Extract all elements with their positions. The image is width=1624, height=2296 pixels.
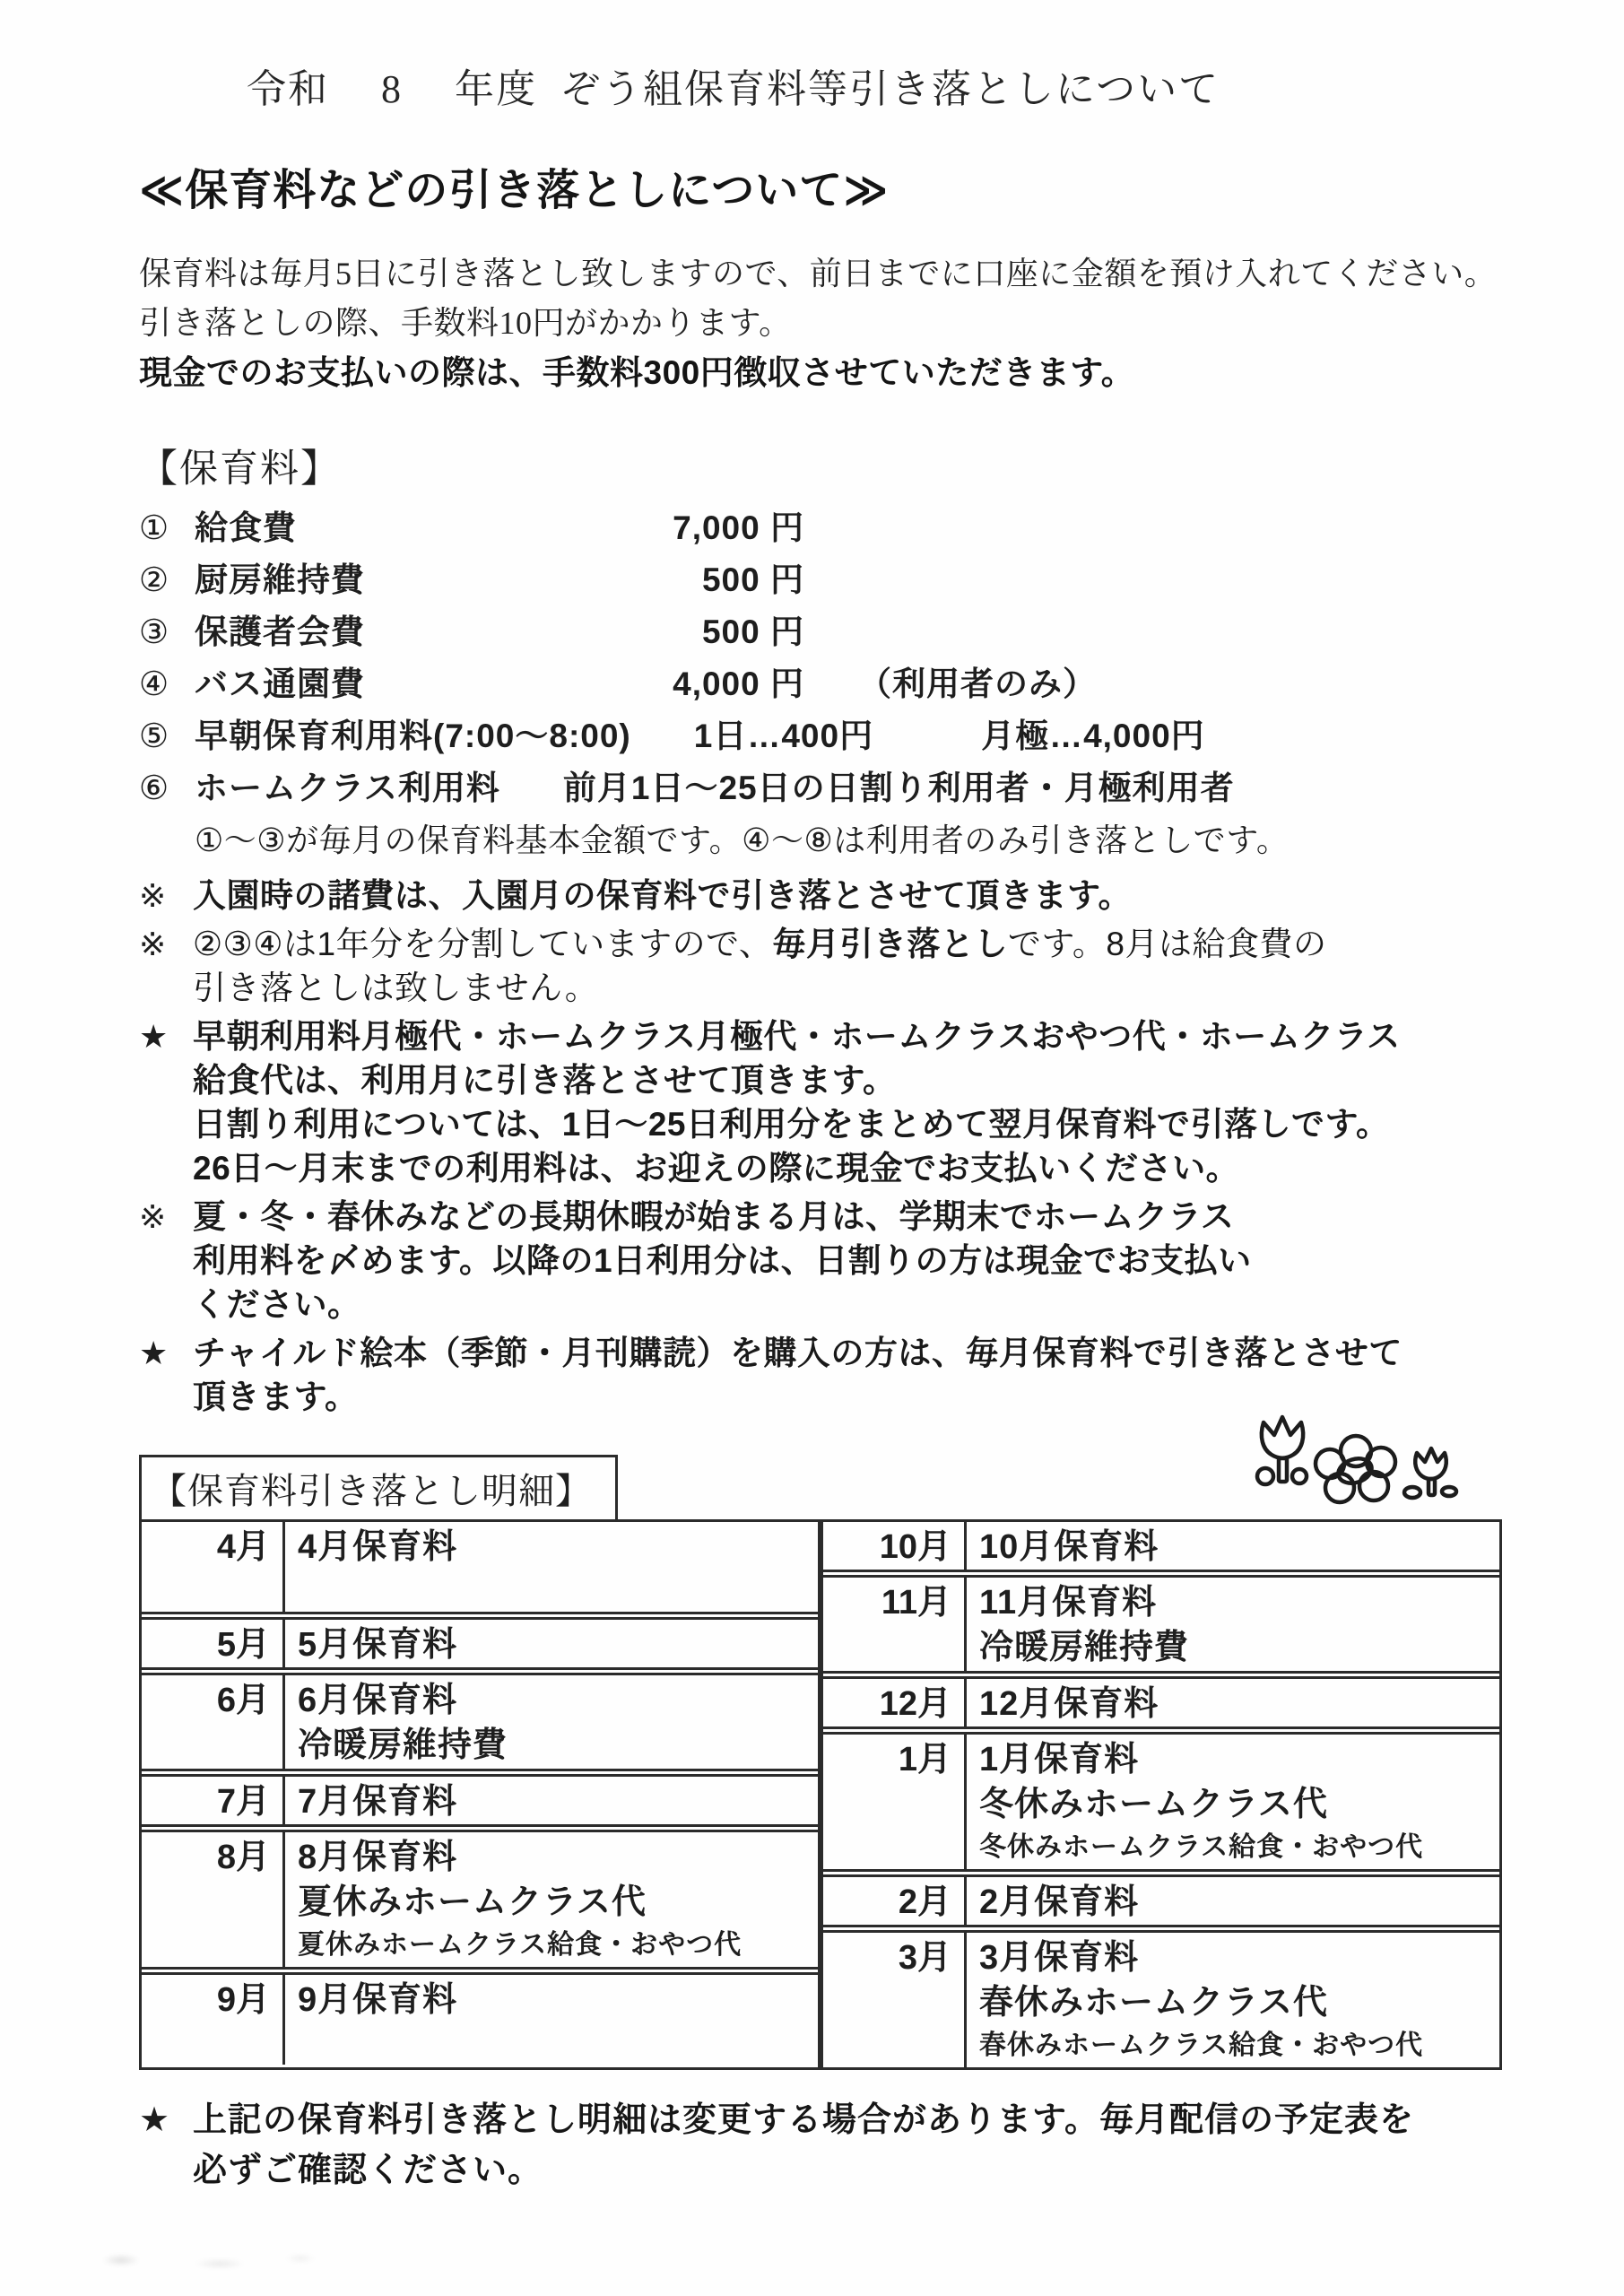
note-marker: ★ bbox=[139, 2101, 170, 2139]
fee-item-early-morning bbox=[139, 710, 1511, 762]
note-line: ②③④は1年分を分割していますので、毎月引き落としです。8月は給食費の bbox=[193, 926, 1327, 962]
note-line: 早朝利用料月極代・ホームクラス月極代・ホームクラスおやつ代・ホームクラス bbox=[193, 1018, 1401, 1055]
note-long-holidays bbox=[139, 1195, 1511, 1326]
fee-list bbox=[139, 502, 1511, 814]
title-era: 令和 bbox=[247, 67, 329, 111]
note-line: ください。 bbox=[193, 1286, 361, 1323]
footnote-line: 上記の保育料引き落とし明細は変更する場合があります。毎月配信の予定表を bbox=[193, 2101, 1414, 2139]
table-row bbox=[823, 1925, 1499, 2067]
note-line: 利用料を〆めます。以降の1日利用分は、日割りの方は現金でお支払い bbox=[193, 1242, 1252, 1279]
section-heading: ≪保育料などの引き落としについて≫ bbox=[139, 167, 890, 214]
note-marker: ※ bbox=[139, 926, 167, 962]
fee-item-number: ③ bbox=[139, 613, 170, 650]
table-row bbox=[823, 1869, 1499, 1925]
schedule-footnote bbox=[139, 2095, 1511, 2196]
note-marker: ※ bbox=[139, 877, 167, 914]
note-line: チャイルド絵本（季節・月刊購読）を購入の方は、毎月保育料で引き落とさせて bbox=[193, 1335, 1403, 1371]
table-row bbox=[823, 1671, 1499, 1726]
fee-item-parents-association bbox=[139, 606, 1511, 658]
note-line: 給食代は、利用月に引き落とさせて頂きます。 bbox=[193, 1062, 897, 1099]
month-cell: 12月 bbox=[823, 1679, 967, 1726]
fee-item-amount: 7,000 円 bbox=[673, 509, 804, 546]
intro-line-cash-fee: 現金でのお支払いの際は、手数料300円徴収させていただきます。 bbox=[139, 354, 1135, 391]
fee-item-kitchen bbox=[139, 554, 1511, 606]
fee-item-note: 月極…4,000円 bbox=[981, 718, 1205, 754]
fee-item-amount: 前月1日～25日の日割り利用者・月極利用者 bbox=[562, 770, 1235, 806]
charges-cell: 5月保育料 bbox=[298, 1626, 458, 1664]
fee-item-label: 早朝保育利用料(7:00～8:00) bbox=[195, 718, 631, 754]
charges-cell: 1月保育料 冬休みホームクラス代 冬休みホームクラス給食・おやつ代 bbox=[979, 1741, 1424, 1862]
title-subject: ぞう組保育料等引き落としについて bbox=[560, 67, 1220, 111]
month-cell: 11月 bbox=[823, 1578, 967, 1671]
fee-item-amount: 4,000 円 bbox=[673, 665, 804, 702]
fee-item-label: 保護者会費 bbox=[195, 613, 365, 650]
spacer bbox=[500, 762, 563, 814]
table-row bbox=[823, 1522, 1499, 1570]
schedule-heading: 【保育料引き落とし明細】 bbox=[139, 1455, 618, 1522]
charges-cell: 4月保育料 bbox=[298, 1528, 458, 1566]
tulip-icon bbox=[1257, 1417, 1307, 1484]
note-monthly-split bbox=[139, 922, 1511, 1010]
note-marker: ※ bbox=[139, 1198, 167, 1235]
table-row bbox=[142, 1667, 818, 1769]
schedule-table-first-half bbox=[139, 1519, 821, 2070]
table-row bbox=[142, 1612, 818, 1667]
charges-cell: 10月保育料 bbox=[979, 1528, 1159, 1566]
schedule-table-second-half bbox=[821, 1519, 1502, 2070]
fee-item-bus bbox=[139, 658, 1511, 710]
fee-item-note: （利用者のみ） bbox=[858, 665, 1097, 702]
fee-item-label: 厨房維持費 bbox=[195, 561, 365, 598]
fee-item-home-class bbox=[139, 762, 1511, 814]
schedule-tables bbox=[139, 1519, 1511, 2070]
table-row bbox=[142, 1769, 818, 1824]
month-cell: 1月 bbox=[823, 1735, 967, 1869]
month-cell: 5月 bbox=[142, 1620, 285, 1667]
intro-paragraph bbox=[139, 249, 1511, 397]
fee-item-note bbox=[804, 502, 858, 554]
month-cell: 8月 bbox=[142, 1832, 285, 1967]
fee-item-lunch bbox=[139, 502, 1511, 554]
intro-line: 保育料は毎月5日に引き落とし致しますので、前日までに口座に金額を預け入れてください。 bbox=[139, 256, 1498, 291]
document-title bbox=[247, 57, 1511, 114]
fee-item-number: ② bbox=[139, 561, 170, 598]
month-cell: 7月 bbox=[142, 1777, 285, 1824]
fee-item-amount: 500 円 bbox=[701, 613, 804, 650]
note-line: 入園時の諸費は、入園月の保育料で引き落とさせて頂きます。 bbox=[193, 877, 1133, 914]
footnote-line: 必ずご確認ください。 bbox=[193, 2152, 543, 2189]
month-cell: 4月 bbox=[142, 1522, 285, 1612]
note-line: 頂きます。 bbox=[193, 1378, 359, 1415]
table-row bbox=[823, 1570, 1499, 1671]
fee-item-label: 給食費 bbox=[195, 509, 297, 546]
spacer bbox=[631, 710, 694, 762]
note-monthly-homeclass bbox=[139, 1014, 1511, 1190]
charges-cell: 7月保育料 bbox=[298, 1783, 458, 1821]
charges-cell: 8月保育料 夏休みホームクラス代 夏休みホームクラス給食・おやつ代 bbox=[298, 1839, 743, 1960]
month-cell: 3月 bbox=[823, 1933, 967, 2067]
note-line: 夏・冬・春休みなどの長期休暇が始まる月は、学期末でホームクラス bbox=[193, 1198, 1235, 1235]
note-line: 引き落としは致しません。 bbox=[193, 970, 599, 1006]
table-row bbox=[142, 1522, 818, 1612]
note-line: 日割り利用については、1日～25日利用分をまとめて翌月保育料で引落しです。 bbox=[193, 1106, 1390, 1143]
charges-cell: 2月保育料 bbox=[979, 1883, 1140, 1921]
note-marker: ★ bbox=[139, 1335, 169, 1371]
note-marker: ★ bbox=[139, 1018, 169, 1055]
spacer bbox=[873, 710, 981, 762]
table-row bbox=[823, 1726, 1499, 1869]
fee-item-amount: 1日…400円 bbox=[693, 718, 874, 754]
fee-item-number: ⑥ bbox=[139, 770, 170, 806]
month-cell: 9月 bbox=[142, 1975, 285, 2065]
scan-artifact bbox=[85, 2242, 354, 2278]
table-row bbox=[142, 1824, 818, 1967]
fee-item-note bbox=[804, 554, 858, 606]
month-cell: 2月 bbox=[823, 1877, 967, 1925]
fee-item-note bbox=[804, 606, 858, 658]
flower-icon bbox=[1316, 1436, 1395, 1502]
charges-cell: 12月保育料 bbox=[979, 1685, 1159, 1723]
notes-section bbox=[139, 874, 1511, 1419]
title-nendo: 年度 bbox=[455, 67, 537, 111]
fee-item-label: バス通園費 bbox=[195, 665, 365, 702]
fee-item-number: ④ bbox=[139, 665, 170, 702]
small-tulip-icon bbox=[1404, 1448, 1456, 1498]
fee-item-amount: 500 円 bbox=[701, 561, 804, 598]
charges-cell: 11月保育料 冷暖房維持費 bbox=[979, 1584, 1190, 1666]
fee-item-number: ⑤ bbox=[139, 718, 170, 754]
fee-item-label: ホームクラス利用料 bbox=[195, 770, 500, 806]
fee-section-heading: 【保育料】 bbox=[139, 448, 341, 491]
charges-cell: 6月保育料 冷暖房維持費 bbox=[298, 1682, 508, 1764]
title-year-value: 8 bbox=[381, 67, 403, 111]
charges-cell: 3月保育料 春休みホームクラス代 春休みホームクラス給食・おやつ代 bbox=[979, 1939, 1424, 2060]
flowers-decoration bbox=[1246, 1399, 1466, 1505]
month-cell: 10月 bbox=[823, 1522, 967, 1570]
month-cell: 6月 bbox=[142, 1675, 285, 1769]
table-row bbox=[142, 1967, 818, 2065]
fee-list-footer: ①～③が毎月の保育料基本金額です。④～⑧は利用者のみ引き落としです。 bbox=[195, 822, 1290, 858]
fee-item-number: ① bbox=[139, 509, 170, 546]
note-line: 26日～月末までの利用料は、お迎えの際に現金でお支払いください。 bbox=[193, 1150, 1240, 1187]
charges-cell: 9月保育料 bbox=[298, 1981, 458, 2019]
intro-line: 引き落としの際、手数料10円がかかります。 bbox=[139, 305, 792, 341]
fee-section bbox=[139, 439, 1511, 866]
schedule-section bbox=[139, 1455, 1511, 2196]
note-entry-fees bbox=[139, 874, 1511, 918]
